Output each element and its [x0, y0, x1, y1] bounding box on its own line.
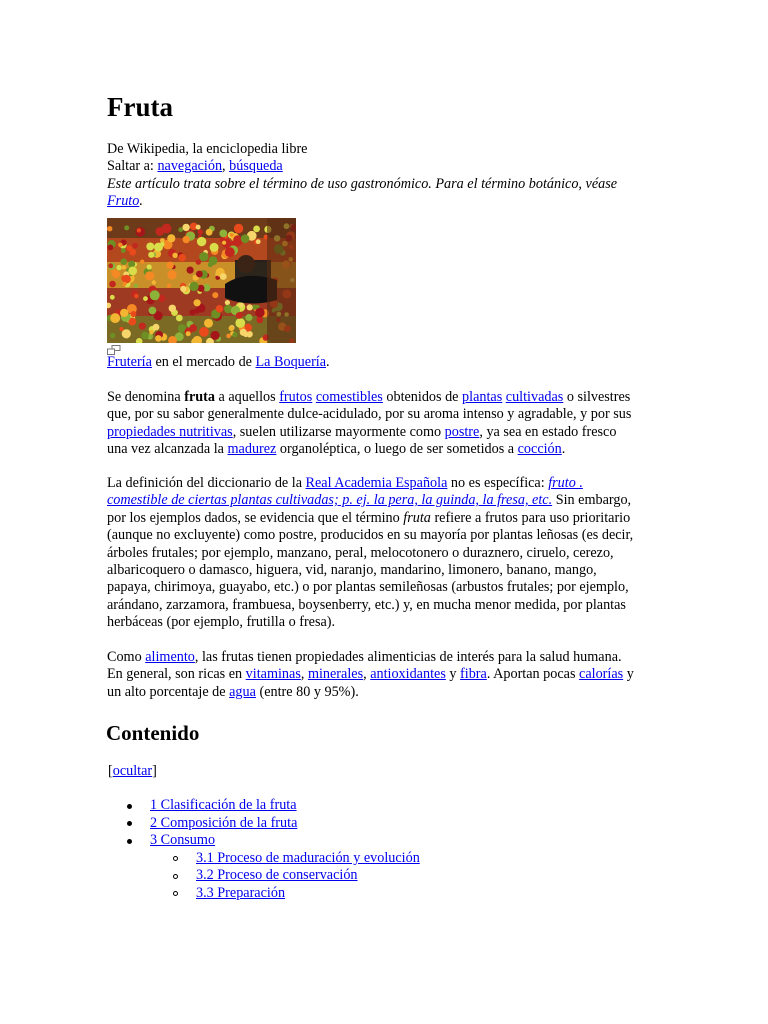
toc-link-composicion[interactable]: 2 Composición de la fruta: [150, 815, 298, 831]
link-cultivadas[interactable]: cultivadas: [505, 389, 564, 405]
bracket: [: [108, 763, 113, 779]
circle-bullet-icon: [173, 856, 178, 861]
text-span: Se denomina: [107, 389, 185, 405]
link-minerales[interactable]: minerales: [307, 666, 364, 682]
jump-label: Saltar a:: [107, 158, 154, 174]
circle-bullet-icon: [173, 874, 178, 879]
hatnote-text: Este artículo trata sobre el término de uso gastronómico. Para el término botánico, véase: [107, 176, 618, 192]
paragraph-2-line-6: albaricoquero o damasco, higuera, vid, naranjo, mandarino, limonero, banano, mango,: [107, 562, 597, 578]
toc-hide-link[interactable]: ocultar: [112, 763, 153, 779]
text-span: y: [445, 666, 461, 682]
caption-middle: en el mercado de: [155, 354, 252, 370]
link-postre[interactable]: postre: [444, 424, 480, 440]
text-span: o silvestres: [563, 389, 631, 405]
text-span: Sin embargo,: [552, 492, 632, 508]
text-span: una vez alcanzada la: [107, 441, 228, 457]
text-span: ,: [363, 666, 371, 682]
site-subtitle: De Wikipedia, la enciclopedia libre: [107, 141, 308, 157]
text-span: . Aportan pocas: [486, 666, 580, 682]
paragraph-1-line-1: [107, 389, 630, 407]
link-calorias[interactable]: calorías: [579, 666, 624, 682]
link-fibra[interactable]: fibra: [460, 666, 487, 682]
paragraph-2-line-2: [107, 492, 631, 510]
fruit-market-photo[interactable]: [107, 218, 296, 343]
text-span: En general, son ricas en: [107, 666, 246, 682]
text-span: por los ejemplos dados, se evidencia que el término: [107, 510, 404, 526]
rae-definition-link-cont[interactable]: comestible de ciertas plantas cultivadas; p. ej. la pera, la guinda, la fresa, etc.: [107, 492, 553, 508]
link-agua[interactable]: agua: [229, 684, 256, 700]
page-title: Fruta: [107, 92, 173, 122]
text-span: (entre 80 y 95%).: [255, 684, 359, 700]
paragraph-1-line-4: [107, 441, 565, 459]
link-propiedades-nutritivas[interactable]: propiedades nutritivas: [107, 424, 233, 440]
text-span: , las frutas tienen propiedades alimenticias de interés para la salud humana.: [194, 649, 622, 665]
toc-link-conservacion[interactable]: 3.2 Proceso de conservación: [196, 867, 358, 883]
paragraph-2-line-4: (aunque no excluyente) como postre, producidos en su mayoría por plantas leñosas (es decir,: [107, 527, 634, 543]
toc-item-3: [150, 832, 215, 850]
caption-end: .: [326, 354, 330, 370]
text-span: no es específica:: [447, 475, 549, 491]
circle-bullet-icon: [173, 891, 178, 896]
text-span: ,: [300, 666, 308, 682]
caption-boqueria-link[interactable]: La Boquería: [255, 354, 327, 370]
paragraph-2-line-8: arándano, zarzamora, frambuesa, boysenberry, etc.) y, en mucha menor medida, por plantas: [107, 597, 626, 613]
paragraph-3-line-1: [107, 649, 622, 667]
bracket: ]: [152, 763, 157, 779]
paragraph-1-line-3: [107, 424, 616, 442]
link-comestibles[interactable]: comestibles: [315, 389, 383, 405]
link-madurez[interactable]: madurez: [227, 441, 277, 457]
jump-search-link[interactable]: búsqueda: [229, 158, 283, 174]
text-span: , suelen utilizarse mayormente como: [232, 424, 445, 440]
paragraph-3-line-3: [107, 684, 359, 702]
bold-term: fruta: [184, 389, 215, 405]
toc-item-1: [150, 797, 297, 815]
link-coccion[interactable]: cocción: [517, 441, 562, 457]
text-span: un alto porcentaje de: [107, 684, 230, 700]
toc-subitem-3: [196, 885, 285, 903]
paragraph-1-line-2: que, por su sabor generalmente dulce-acidulado, por su aroma intenso y agradable, y por sus: [107, 406, 632, 422]
toc-item-2: [150, 815, 297, 833]
link-vitaminas[interactable]: vitaminas: [245, 666, 301, 682]
paragraph-2-line-5: árboles frutales; por ejemplo, manzano, peral, melocotonero o duraznero, ciruelo, cerezo,: [107, 545, 614, 561]
bullet-icon: [127, 839, 132, 844]
text-span: organoléptica, o luego de ser sometidos a: [276, 441, 518, 457]
rae-definition-link[interactable]: fruto .: [548, 475, 583, 491]
paragraph-2-line-3: [107, 510, 630, 528]
link-alimento[interactable]: alimento: [145, 649, 195, 665]
toc-link-maduracion[interactable]: 3.1 Proceso de maduración y evolución: [196, 850, 420, 866]
paragraph-2-line-1: [107, 475, 583, 493]
text-span: Como: [107, 649, 146, 665]
text-span: .: [561, 441, 566, 457]
jump-separator: ,: [222, 158, 226, 174]
jump-links: [107, 158, 283, 176]
text-span: , ya sea en estado fresco: [479, 424, 617, 440]
hatnote-end: .: [139, 193, 143, 209]
text-span: La definición del diccionario de la: [107, 475, 306, 491]
image-caption: [107, 354, 330, 372]
text-span: obtenidos de: [382, 389, 463, 405]
text-span: y: [623, 666, 634, 682]
jump-navigation-link[interactable]: navegación: [157, 158, 223, 174]
hatnote-link-line: [107, 193, 143, 211]
paragraph-2-line-7: papaya, chirimoya, guayabo, etc.) o por plantas semileñosas (arbustos frutales; por ejemplo,: [107, 579, 629, 595]
link-antioxidantes[interactable]: antioxidantes: [370, 666, 446, 682]
toc-link-consumo[interactable]: 3 Consumo: [150, 832, 216, 848]
toc-heading: Contenido: [106, 721, 200, 745]
broken-image-icon: [107, 343, 121, 353]
fruit-market-image: [107, 218, 296, 343]
bullet-icon: [127, 821, 132, 826]
toc-link-clasificacion[interactable]: 1 Clasificación de la fruta: [150, 797, 297, 813]
link-plantas[interactable]: plantas: [462, 389, 503, 405]
bullet-icon: [127, 804, 132, 809]
text-span: refiere a frutos para uso prioritario: [430, 510, 631, 526]
toc-toggle: [108, 763, 157, 781]
toc-link-preparacion[interactable]: 3.3 Preparación: [196, 885, 286, 901]
link-frutos[interactable]: frutos: [279, 389, 313, 405]
hatnote-fruto-link[interactable]: Fruto: [107, 193, 140, 209]
toc-subitem-2: [196, 867, 358, 885]
caption-fruteria-link[interactable]: Frutería: [107, 354, 152, 370]
toc-subitem-1: [196, 850, 420, 868]
paragraph-3-line-2: [107, 666, 634, 684]
paragraph-2-line-9: herbáceas (por ejemplo, frutilla o fresa).: [107, 614, 336, 630]
text-span: a aquellos: [214, 389, 280, 405]
link-rae[interactable]: Real Academia Española: [305, 475, 448, 491]
italic-term: fruta: [403, 510, 431, 526]
